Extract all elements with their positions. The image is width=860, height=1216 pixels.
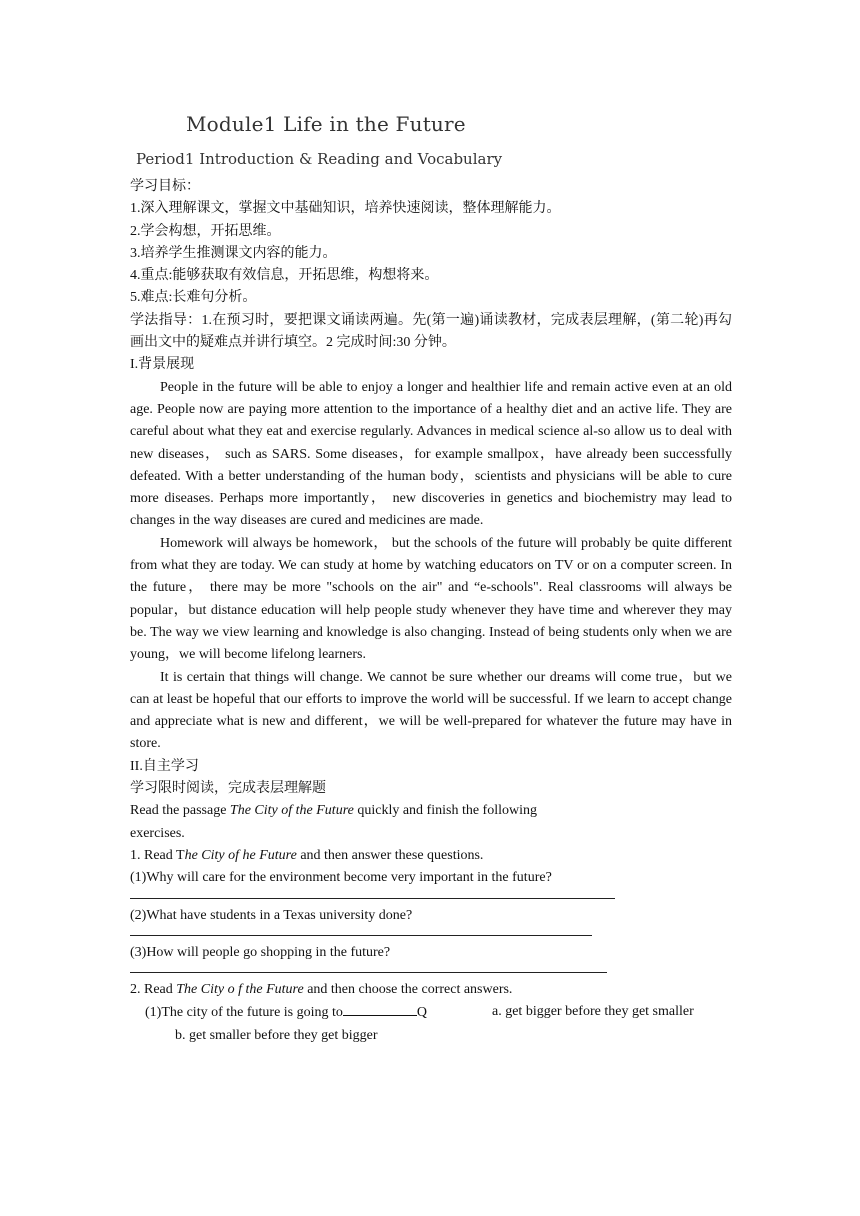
reading-instruction <box>130 800 732 822</box>
option-b: b. get smaller before they get bigger <box>175 1027 378 1043</box>
reading-instruction-pre: Read the passage <box>130 803 230 819</box>
exercise1-pre: 1. Read T <box>130 847 185 863</box>
objective-item: 5.难点:长难句分析。 <box>130 290 257 306</box>
page-subtitle: Period1 Introduction & Reading and Vocabulary <box>136 150 503 168</box>
question-2: (2)What have students in a Texas university done? <box>130 907 413 923</box>
exercise2-pre: 2. Read <box>130 982 177 998</box>
answer-line-2[interactable] <box>130 927 592 936</box>
question-1: (1)Why will care for the environment become very important in the future? <box>130 870 552 886</box>
answer-line-3[interactable] <box>130 964 607 973</box>
section2-instruction: 学习限时阅读，完成表层理解题 <box>130 781 326 797</box>
objective-item: 1.深入理解课文，掌握文中基础知识，培养快速阅读，整体理解能力。 <box>130 201 561 217</box>
objective-item: 2.学会构想，开拓思维。 <box>130 223 281 239</box>
answer-line-1[interactable] <box>130 890 615 899</box>
objective-item: 3.培养学生推测课文内容的能力。 <box>130 245 337 261</box>
question-3: (3)How will people go shopping in the future? <box>130 944 391 960</box>
choice-mark: Q <box>416 1005 428 1021</box>
exercise1-post: and then answer these questions. <box>296 847 484 863</box>
reading-paragraph-3: It is certain that things will change. We cannot be sure whether our dreams will come true，but we can at least be hopeful that our efforts to improve the world will be successful. If we learn to accept change and appreciate what is new and different，we will be well-prepared for whatever the future may have in store. <box>130 669 732 752</box>
method-guidance: 学法指导：1.在预习时，要把课文诵读两遍。先(第一遍)诵读教材，完成表层理解，(第二轮)再勾画出文中的疑难点并讲行填空。2 完成时间:30 分钟。 <box>130 312 732 351</box>
option-a: a. get bigger before they get smaller <box>492 1004 694 1020</box>
exercise2-title: The City o f the Future <box>176 982 304 998</box>
passage-title: The City of the Future <box>229 803 354 819</box>
exercise2-post: and then choose the correct answers. <box>303 982 513 998</box>
exercise1-title: he City of he Future <box>184 847 297 863</box>
section1-heading: I.背景展现 <box>130 357 195 373</box>
reading-paragraph-1: People in the future will be able to enjoy a longer and healthier life and remain active even at an old age. People now are paying more attention to the importance of a healthy diet and an active life. They are careful about what they eat and exercise regularly. Advances in medical science al-so allow us to deal with new diseases， such as SARS. Some diseases，for example smallpox，have already been successfully defeated. With a better understanding of the human body，scientists and physicians will be able to cure more diseases. Perhaps more importantly， new discoveries in genetics and biochemistry may lead to changes in the way diseases are cured and medicines are made. <box>130 379 732 529</box>
objectives-heading: 学习目标： <box>130 179 200 194</box>
exercise2-heading <box>130 979 732 1001</box>
choice-question-text: (1)The city of the future is going to <box>145 1005 343 1021</box>
choice-answer-blank[interactable] <box>343 1001 417 1016</box>
reading-instruction-post: quickly and finish the following <box>353 803 537 819</box>
objective-item: 4.重点:能够获取有效信息，开拓思维，构想将来。 <box>130 268 439 284</box>
reading-instruction-cont: exercises. <box>130 825 185 841</box>
page-title: Module1 Life in the Future <box>186 112 466 136</box>
section2-heading: II.自主学习 <box>130 758 199 774</box>
reading-paragraph-2: Homework will always be homework， but the schools of the future will probably be quite different from what they are today. We can study at home by watching educators on TV or on a computer screen. In the future， there may be more "schools on the air" and “e-schools". Real classrooms will always be popular，but distance education will help people study whenever they have time and wherever they may be. The way we view learning and knowledge is also changing. Instead of being students only when we are young，we will become lifelong learners. <box>130 535 732 663</box>
document-body <box>130 176 732 1047</box>
choice-question-1 <box>130 1001 732 1024</box>
exercise1-heading <box>130 845 732 867</box>
